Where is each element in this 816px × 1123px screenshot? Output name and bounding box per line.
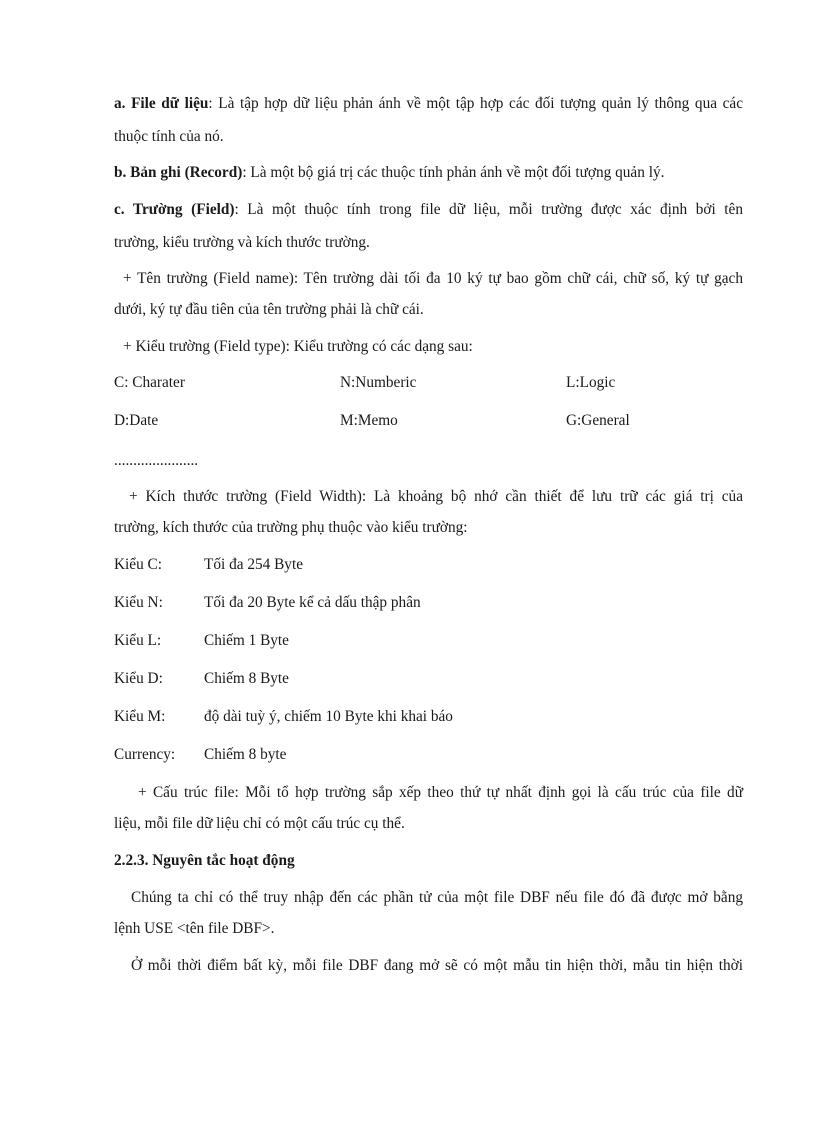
type-n: N:Numberic [340, 374, 417, 391]
type-d: D:Date [114, 412, 159, 429]
size-desc: Chiếm 8 byte [204, 746, 287, 763]
para-b-line1: b. Bản ghi (Record): Là một bộ giá trị các thuộc tính phản ánh về một đối tượng quản lý. [114, 164, 665, 181]
para-c-line2: trường, kiểu trường và kích thước trường. [114, 234, 370, 251]
p2-line1: Ở mỗi thời điểm bất kỳ, mỗi file DBF đang mở sẽ có một mẫu tin hiện thời, mẫu tin hiện thời [131, 957, 743, 974]
size-kind: Currency: [114, 746, 176, 763]
para-c-line1: c. Trường (Field): Là một thuộc tính trong file dữ liệu, mỗi trường được xác định bởi tên [114, 201, 743, 218]
para-b-label: b. Bản ghi (Record) [114, 164, 243, 181]
p1-line2: lệnh USE <tên file DBF>. [114, 920, 275, 937]
field-width-line2: trường, kích thước của trường phụ thuộc vào kiểu trường: [114, 519, 468, 536]
field-name-line2: dưới, ký tự đầu tiên của tên trường phải là chữ cái. [114, 301, 424, 318]
para-a-label: a. File dữ liệu [114, 95, 209, 112]
structure-line2: liệu, mỗi file dữ liệu chỉ có một cấu trúc cụ thể. [114, 815, 405, 832]
size-kind: Kiểu N: [114, 594, 163, 611]
size-kind: Kiểu D: [114, 670, 163, 687]
type-l: L:Logic [566, 374, 616, 391]
size-kind: Kiểu L: [114, 632, 162, 649]
field-name-line1: + Tên trường (Field name): Tên trường dài tối đa 10 ký tự bao gồm chữ cái, chữ số, ký tự gạch [123, 270, 743, 287]
para-c-label: c. Trường (Field) [114, 201, 235, 218]
structure-line1: + Cấu trúc file: Mỗi tổ hợp trường sắp xếp theo thứ tự nhất định gọi là cấu trúc của file dữ [138, 784, 743, 801]
size-desc: Chiếm 8 Byte [204, 670, 289, 687]
size-desc: Chiếm 1 Byte [204, 632, 289, 649]
para-a-line1: a. File dữ liệu: Là tập hợp dữ liệu phản ánh về một tập hợp các đối tượng quản lý thông qua các [114, 95, 743, 112]
ellipsis-dots: ...................... [114, 452, 199, 469]
p1-line1: Chúng ta chỉ có thể truy nhập đến các phần tử của một file DBF nếu file đó đã được mở bằng [131, 889, 743, 906]
size-kind: Kiểu C: [114, 556, 163, 573]
type-c: C: Charater [114, 374, 185, 391]
para-a-line2: thuộc tính của nó. [114, 128, 224, 145]
field-type-line1: + Kiểu trường (Field type): Kiểu trường có các dạng sau: [123, 338, 473, 355]
section-heading: 2.2.3. Nguyên tắc hoạt động [114, 852, 295, 869]
field-width-line1: + Kích thước trường (Field Width): Là khoảng bộ nhớ cần thiết để lưu trữ các giá trị của [129, 488, 743, 505]
size-desc: Tối đa 254 Byte [204, 556, 303, 573]
type-g: G:General [566, 412, 630, 429]
size-kind: Kiểu M: [114, 708, 166, 725]
type-m: M:Memo [340, 412, 398, 429]
size-desc: Tối đa 20 Byte kể cả dấu thập phân [204, 594, 421, 611]
size-desc: độ dài tuỳ ý, chiếm 10 Byte khi khai báo [204, 708, 453, 725]
